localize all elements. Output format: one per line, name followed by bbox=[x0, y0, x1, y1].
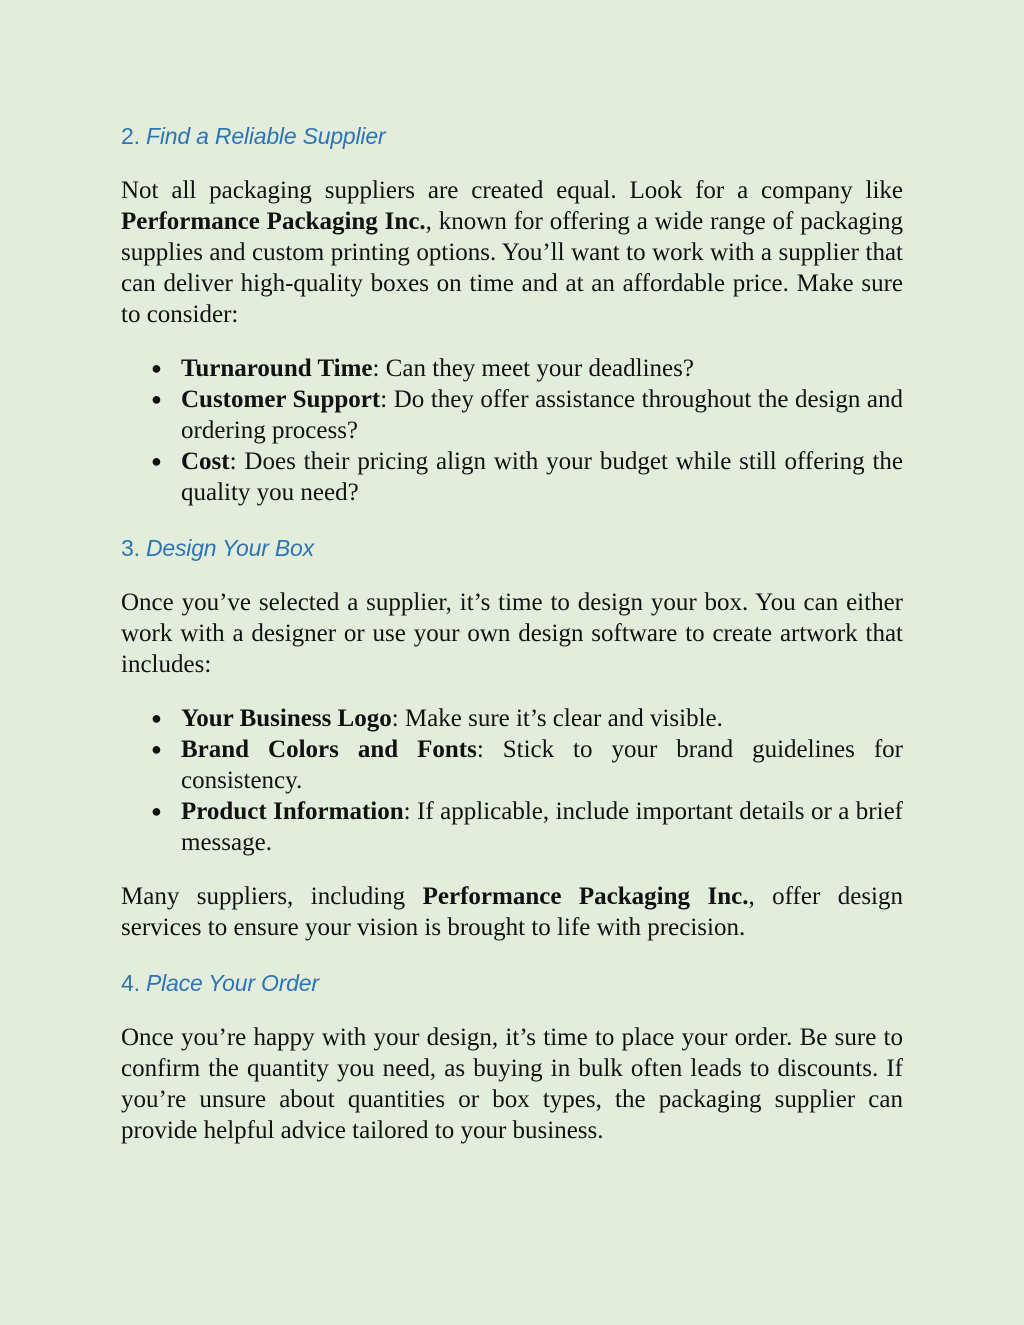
bullet-dot-icon: ● bbox=[151, 708, 162, 728]
text-run: , known for offering a wide range of packaging supplies and custom printing options. You’ll want to work with a supplier that can deliver high-quality boxes on time and at an affordable price. Make sure to consider: bbox=[121, 208, 903, 328]
section-title: Design Your Box bbox=[146, 535, 314, 561]
bullet-term: Brand Colors and Fonts bbox=[181, 736, 477, 763]
paragraph-design-box-intro: Once you’ve selected a supplier, it’s time to design your box. You can either work with a designer or use your own design software to create artwork that includes: bbox=[121, 589, 903, 678]
bullet-term: Turnaround Time bbox=[181, 355, 373, 382]
list-item bbox=[121, 384, 903, 446]
section-number: 4. bbox=[121, 970, 140, 996]
section-heading-design-box bbox=[121, 530, 903, 566]
section-title: Place Your Order bbox=[146, 970, 319, 996]
section-number: 3. bbox=[121, 535, 140, 561]
bullet-dot-icon: ● bbox=[151, 389, 162, 409]
paragraph-design-services bbox=[121, 881, 903, 943]
text-run: Not all packaging suppliers are created equal. Look for a company like bbox=[121, 177, 903, 204]
list-item bbox=[121, 796, 903, 858]
document-page bbox=[121, 118, 903, 1146]
bullet-list-supplier-criteria bbox=[121, 353, 903, 508]
bullet-term: Product Information bbox=[181, 798, 404, 825]
list-item bbox=[121, 734, 903, 796]
bullet-dot-icon: ● bbox=[151, 358, 162, 378]
section-title: Find a Reliable Supplier bbox=[146, 123, 386, 149]
section-heading-find-supplier bbox=[121, 118, 903, 154]
bullet-list-artwork-elements bbox=[121, 703, 903, 858]
text-run: Many suppliers, including bbox=[121, 883, 423, 910]
bullet-term: Customer Support bbox=[181, 386, 381, 413]
bullet-text: : Can they meet your deadlines? bbox=[372, 355, 694, 382]
bullet-term: Cost bbox=[181, 448, 230, 475]
list-item bbox=[121, 703, 903, 734]
bullet-text: : Does their pricing align with your budget while still offering the quality you need? bbox=[181, 448, 903, 506]
bullet-text: : Do they offer assistance throughout the design and ordering process? bbox=[181, 386, 903, 444]
bullet-term: Your Business Logo bbox=[181, 705, 392, 732]
bullet-dot-icon: ● bbox=[151, 801, 162, 821]
section-heading-place-order bbox=[121, 965, 903, 1001]
paragraph-place-order: Once you’re happy with your design, it’s time to place your order. Be sure to confirm the quantity you need, as buying in bulk often leads to discounts. If you’re unsure about quantities or box types, the packaging supplier can provide helpful advice tailored to your business. bbox=[121, 1024, 903, 1144]
list-item bbox=[121, 353, 903, 384]
bullet-text: : Make sure it’s clear and visible. bbox=[391, 705, 723, 732]
company-name: Performance Packaging Inc. bbox=[422, 883, 749, 910]
bullet-text: : If applicable, include important details or a brief message. bbox=[181, 798, 903, 856]
bullet-text: : Stick to your brand guidelines for consistency. bbox=[181, 736, 903, 794]
bullet-dot-icon: ● bbox=[151, 739, 162, 759]
list-item bbox=[121, 446, 903, 508]
text-run: , offer design services to ensure your vision is brought to life with precision. bbox=[121, 883, 903, 941]
paragraph-find-supplier-intro bbox=[121, 175, 903, 330]
bullet-dot-icon: ● bbox=[151, 451, 162, 471]
company-name: Performance Packaging Inc. bbox=[121, 208, 426, 235]
section-number: 2. bbox=[121, 123, 140, 149]
